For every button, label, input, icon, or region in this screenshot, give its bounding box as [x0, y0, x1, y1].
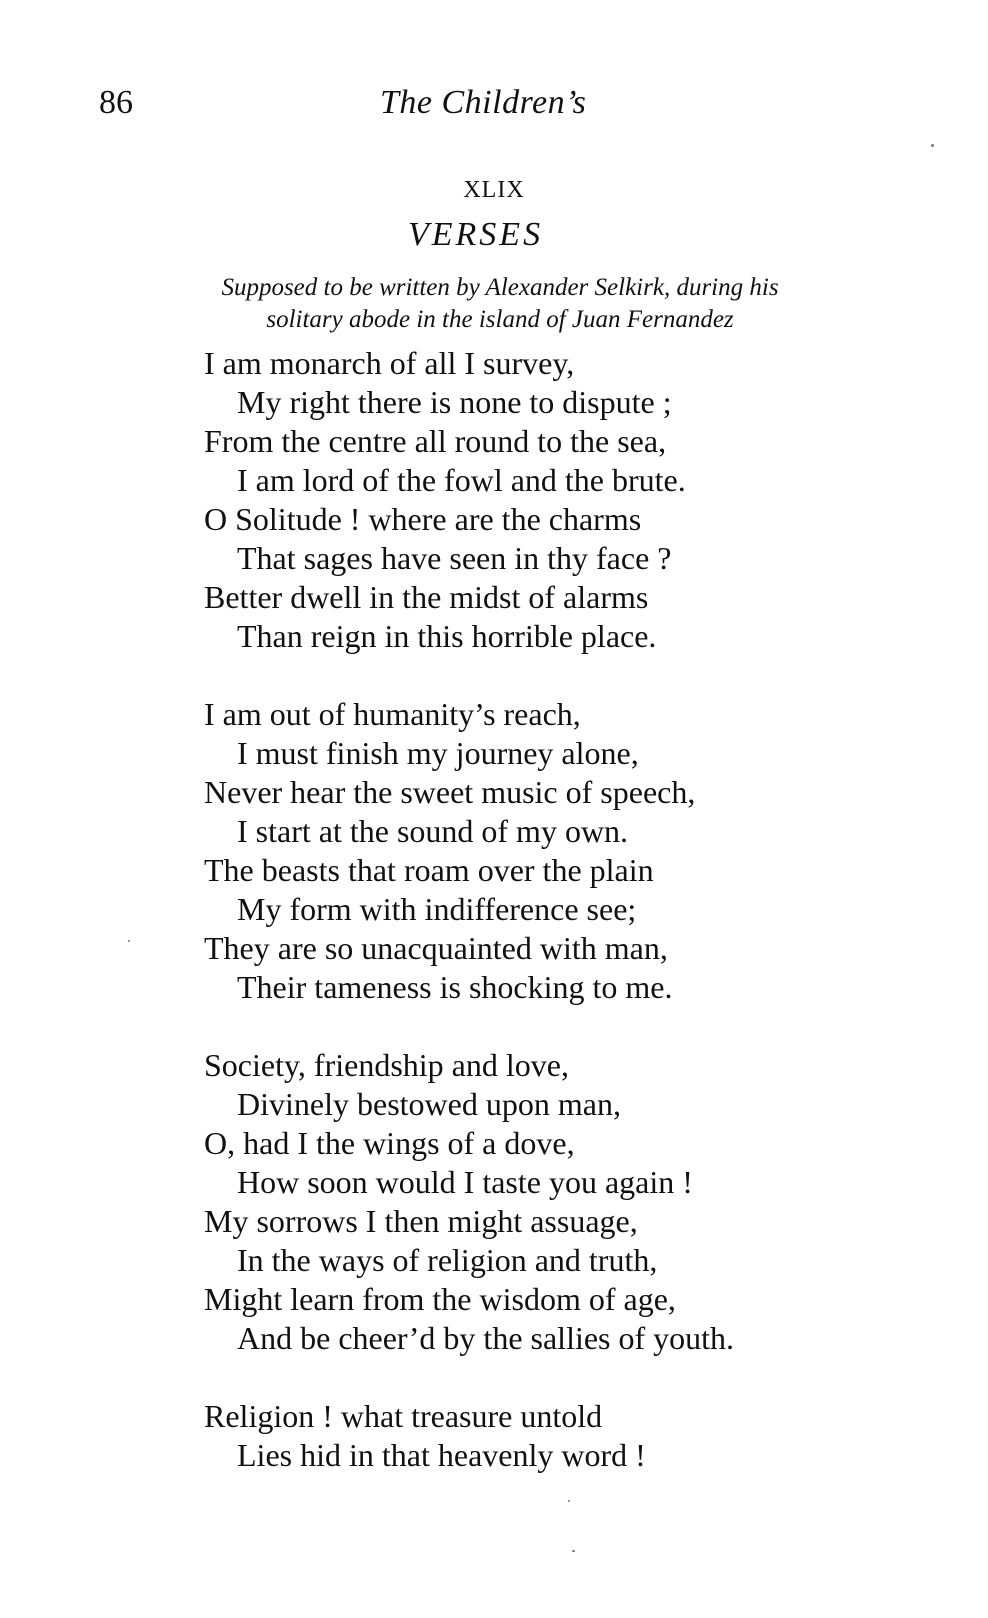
verse-line: The beasts that roam over the plain: [204, 852, 654, 888]
verse-line: Than reign in this horrible place.: [237, 618, 657, 654]
stanza-1: [204, 344, 904, 656]
verse-line: They are so unacquainted with man,: [204, 930, 668, 966]
verse-line: How soon would I taste you again !: [237, 1164, 693, 1200]
poem-title: VERSES: [408, 216, 544, 253]
verse-line: O, had I the wings of a dove,: [204, 1125, 575, 1161]
running-head: The Children’s: [380, 84, 587, 121]
subtitle-line: Supposed to be written by Alexander Selkirk, during his: [221, 274, 779, 301]
verse-line: That sages have seen in thy face ?: [237, 540, 672, 576]
verse-line: In the ways of religion and truth,: [237, 1242, 658, 1278]
stanza-4: [204, 1397, 904, 1475]
scan-speck: [568, 1500, 570, 1502]
page-number: 86: [99, 84, 133, 121]
subtitle-line: solitary abode in the island of Juan Fernandez: [266, 306, 734, 333]
verse-line: I am lord of the fowl and the brute.: [237, 462, 686, 498]
verse-line: Lies hid in that heavenly word !: [237, 1437, 646, 1473]
verse-line: Never hear the sweet music of speech,: [204, 774, 696, 810]
verse-line: Might learn from the wisdom of age,: [204, 1281, 676, 1317]
verse-line: Their tameness is shocking to me.: [237, 969, 673, 1005]
verse-line: I am monarch of all I survey,: [204, 345, 575, 381]
verse-line: O Solitude ! where are the charms: [204, 501, 642, 537]
poem-body: [204, 344, 904, 1514]
verse-line: I must finish my journey alone,: [237, 735, 639, 771]
stanza-3: [204, 1046, 904, 1358]
scan-speck: [572, 1550, 575, 1552]
verse-line: I start at the sound of my own.: [237, 813, 629, 849]
verse-line: My right there is none to dispute ;: [237, 384, 672, 420]
scan-speck: [931, 144, 934, 147]
verse-line: And be cheer’d by the sallies of youth.: [237, 1320, 735, 1356]
verse-line: Better dwell in the midst of alarms: [204, 579, 649, 615]
verse-line: Religion ! what treasure untold: [204, 1398, 603, 1434]
poem-subtitle: [90, 272, 910, 336]
verse-line: Divinely bestowed upon man,: [237, 1086, 621, 1122]
verse-line: I am out of humanity’s reach,: [204, 696, 581, 732]
verse-line: My form with indifference see;: [237, 891, 637, 927]
verse-line: My sorrows I then might assuage,: [204, 1203, 638, 1239]
stanza-2: [204, 695, 904, 1007]
poem-number: XLIX: [463, 177, 525, 203]
verse-line: From the centre all round to the sea,: [204, 423, 667, 459]
verse-line: Society, friendship and love,: [204, 1047, 569, 1083]
scan-speck: [128, 940, 130, 942]
